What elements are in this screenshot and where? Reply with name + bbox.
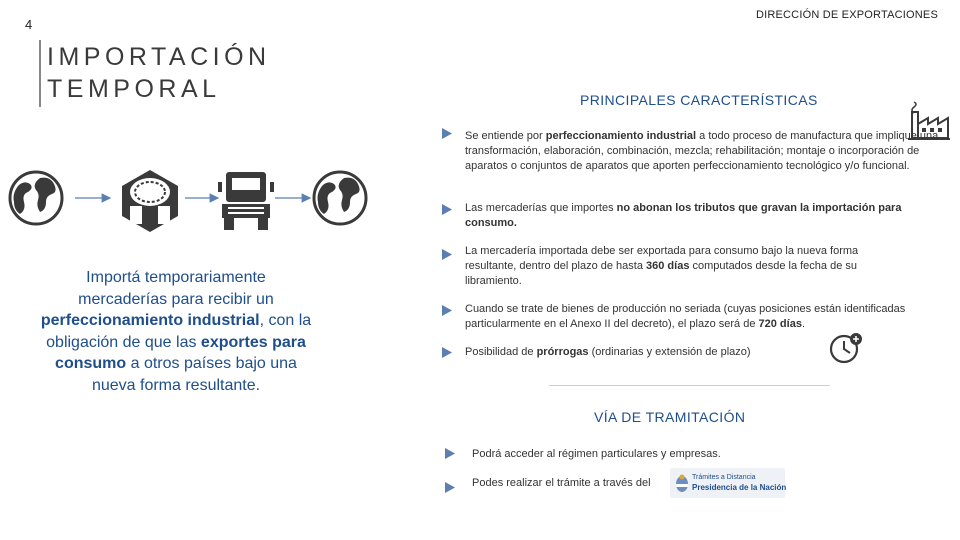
page-number: 4 [25,17,33,32]
coat-of-arms-icon [675,473,689,493]
tramite-item: Podes realizar el trámite a través del [472,477,651,489]
bullet-icon [441,127,453,140]
section-title-tramitacion: VÍA DE TRAMITACIÓN [594,409,746,425]
nut-icon [122,170,178,232]
feature-item: Las mercaderías que importes no abonan los tributos que gravan la importación para consumo. [465,202,902,229]
tad-logo-link[interactable] [670,468,785,498]
globe-icon [10,172,62,224]
header-department: DIRECCIÓN DE EXPORTACIONES [755,9,938,21]
tramite-item: Podrá acceder al régimen particulares y empresas. [472,448,721,460]
globe-icon [314,172,366,224]
title-line-2: TEMPORAL [47,75,221,103]
bullet-icon [441,203,453,216]
intro-text: Importá temporariamente mercaderías para recibir un perfeccionamiento industrial, con la obligación de que las exportes para consumo a otros países bajo una nueva forma resultante. [40,269,312,394]
truck-icon [218,172,274,230]
feature-item: La mercadería importada debe ser exportada para consumo bajo la nueva forma resultante, dentro del plazo de hasta 360 días computados desde la fecha de su libramiento. [465,245,859,287]
highlight-exportes: exportes para consumo [55,333,306,372]
section-divider [549,385,830,386]
page-title [47,41,271,105]
tad-logo-line-1: Trámites a Distancia [692,474,756,481]
flow-diagram [0,160,380,240]
clock-extension-icon [828,331,864,365]
highlight-perfeccionamiento: perfeccionamiento industrial [40,312,260,329]
feature-item: Posibilidad de prórrogas (ordinarias y extensión de plazo) [465,346,751,358]
bullet-icon [444,481,456,494]
title-accent-bar [39,40,41,107]
feature-item: Cuando se trate de bienes de producción no seriada (cuyas posiciones están identificadas particularmente en el Anexo II del decreto), el plazo será de 720 días. [465,303,906,330]
title-line-1: IMPORTACIÓN [47,43,271,71]
tad-logo-line-2: Presidencia de la Nación [692,483,787,492]
bullet-icon [441,304,453,317]
section-title-principales: PRINCIPALES CARACTERÍSTICAS [580,92,818,108]
bullet-icon [441,346,453,359]
bullet-icon [441,248,453,261]
bullet-icon [444,447,456,460]
feature-item: Se entiende por perfeccionamiento industrial a todo proceso de manufactura que implique una transformación, elaboración, combinación, mezcla; rehabilitación; montaje o incorporación de aparatos o conjuntos de aparatos que aporten perfeccionamiento tecnológico y/o funcional. [465,130,939,172]
